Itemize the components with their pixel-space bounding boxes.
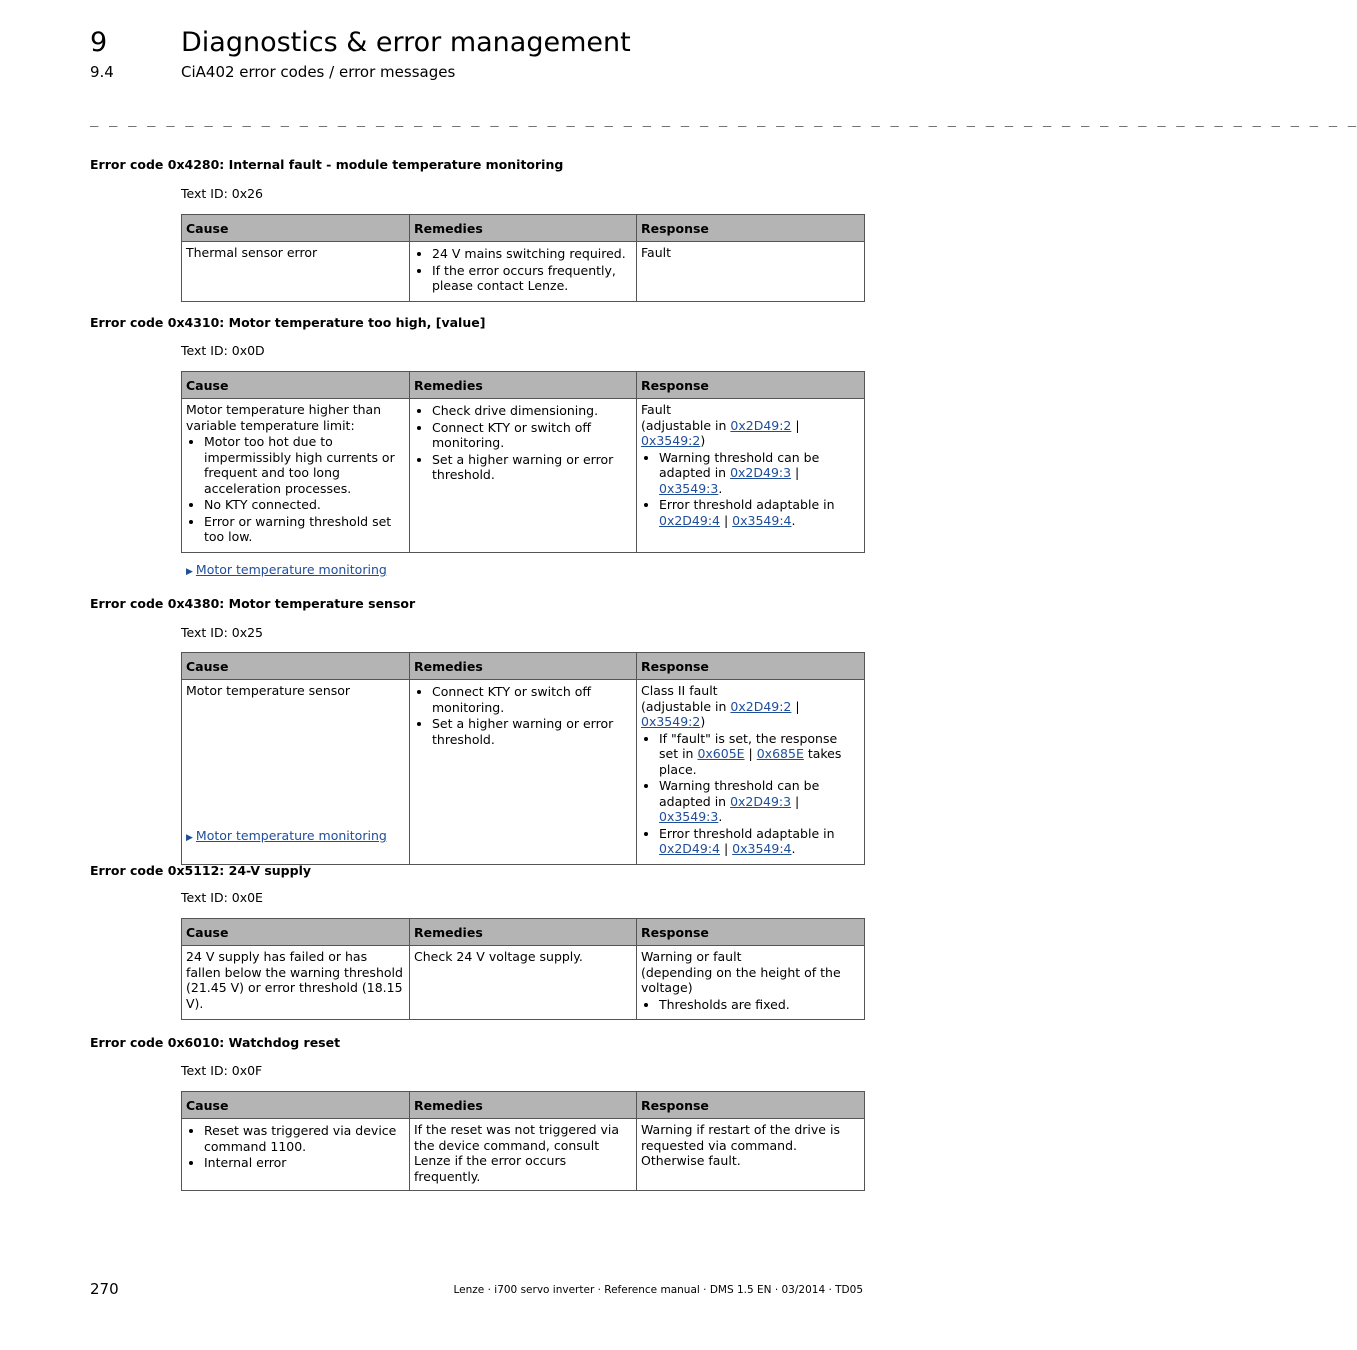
response-cell bbox=[637, 680, 865, 865]
link-0x2D49-2[interactable]: 0x2D49:2 bbox=[730, 417, 792, 433]
link-0x3549-4[interactable]: 0x3549:4 bbox=[732, 512, 792, 528]
list-item: • If the error occurs frequently, please contact Lenze. bbox=[432, 263, 632, 294]
response-cell: Warning if restart of the drive is requested via command. Otherwise fault. bbox=[637, 1119, 865, 1191]
col-header-cause: Cause bbox=[182, 372, 410, 399]
text-id-0x4380: Text ID: 0x25 bbox=[181, 625, 264, 640]
table-header-row bbox=[182, 919, 865, 946]
error-heading-0x4310: Error code 0x4310: Motor temperature too high, [value] bbox=[90, 315, 486, 330]
link-0x3549-2[interactable]: 0x3549:2 bbox=[641, 714, 701, 729]
col-header-cause: Cause bbox=[182, 919, 410, 946]
link-0x2D49-2[interactable]: 0x2D49:2 bbox=[730, 698, 792, 714]
see-also-link-0x4310[interactable] bbox=[186, 562, 387, 580]
cause-list bbox=[186, 434, 405, 545]
response-cell bbox=[637, 399, 865, 553]
response-list bbox=[641, 450, 860, 529]
table-row bbox=[182, 946, 865, 1020]
warning-suffix: . bbox=[718, 809, 723, 824]
list-item bbox=[659, 497, 860, 528]
col-header-response: Response bbox=[637, 919, 865, 946]
arrow-right-icon: ▶ bbox=[186, 567, 193, 577]
link-0x3549-2[interactable]: 0x3549:2 bbox=[641, 433, 701, 448]
link-0x2D49-4[interactable]: 0x2D49:4 bbox=[659, 512, 720, 528]
cause-list bbox=[186, 1123, 405, 1171]
section-title: CiA402 error codes / error messages bbox=[181, 63, 456, 81]
col-header-remedies: Remedies bbox=[410, 372, 637, 399]
error-table-0x4280 bbox=[181, 214, 865, 302]
col-header-response: Response bbox=[637, 1092, 865, 1119]
response-list bbox=[641, 997, 860, 1013]
link-0x605E[interactable]: 0x605E bbox=[697, 746, 745, 761]
response-title: Warning or fault bbox=[641, 949, 742, 964]
remedies-cell: Check 24 V voltage supply. bbox=[410, 946, 637, 1020]
col-header-cause: Cause bbox=[182, 215, 410, 242]
link-0x685E[interactable]: 0x685E bbox=[756, 746, 804, 761]
text-id-0x4310: Text ID: 0x0D bbox=[181, 343, 265, 358]
cause-intro: Motor temperature higher than variable temperature limit: bbox=[186, 402, 382, 433]
error-threshold-suffix: . bbox=[791, 841, 796, 856]
table-row bbox=[182, 399, 865, 553]
error-threshold-text: Error threshold adaptable in bbox=[659, 825, 835, 841]
cause-cell: Thermal sensor error bbox=[182, 242, 410, 302]
link-0x2D49-3[interactable]: 0x2D49:3 bbox=[730, 793, 792, 809]
col-header-remedies: Remedies bbox=[410, 653, 637, 680]
link-separator: | bbox=[720, 512, 733, 528]
motor-temperature-monitoring-link[interactable]: Motor temperature monitoring bbox=[195, 828, 387, 843]
list-item: • Reset was triggered via device command 1100. bbox=[204, 1123, 405, 1154]
error-heading-0x5112: Error code 0x5112: 24-V supply bbox=[90, 863, 312, 878]
response-adjustable bbox=[641, 699, 860, 730]
list-item: • Set a higher warning or error threshold. bbox=[432, 452, 632, 483]
col-header-response: Response bbox=[637, 653, 865, 680]
table-header-row bbox=[182, 215, 865, 242]
link-separator: | bbox=[791, 417, 800, 433]
table-header-row bbox=[182, 1092, 865, 1119]
table-header-row bbox=[182, 653, 865, 680]
footer-doc-info: Lenze · i700 servo inverter · Reference manual · DMS 1.5 EN · 03/2014 · TD05 bbox=[453, 1284, 863, 1296]
col-header-remedies: Remedies bbox=[410, 1092, 637, 1119]
adjustable-prefix: (adjustable in bbox=[641, 698, 731, 714]
warning-suffix: . bbox=[718, 480, 723, 496]
error-heading-0x6010: Error code 0x6010: Watchdog reset bbox=[90, 1035, 341, 1050]
chapter-number: 9 bbox=[90, 27, 108, 58]
fault-suffix: takes place. bbox=[659, 746, 842, 777]
table-row bbox=[182, 1119, 865, 1191]
cause-cell: 24 V supply has failed or has fallen below the warning threshold (21.45 V) or error threshold (18.15 V). bbox=[182, 946, 410, 1020]
section-number: 9.4 bbox=[90, 63, 114, 81]
error-heading-0x4380: Error code 0x4380: Motor temperature sensor bbox=[90, 596, 416, 611]
remedies-list bbox=[414, 684, 632, 747]
list-item bbox=[659, 778, 860, 825]
col-header-cause: Cause bbox=[182, 653, 410, 680]
remedies-cell bbox=[410, 242, 637, 302]
response-title: Class II fault bbox=[641, 683, 718, 698]
list-item bbox=[659, 826, 860, 857]
response-cell: Fault bbox=[637, 242, 865, 302]
link-0x3549-3[interactable]: 0x3549:3 bbox=[659, 809, 719, 824]
page-number: 270 bbox=[90, 1280, 119, 1298]
fault-text: If "fault" is set, the response set in bbox=[659, 730, 838, 761]
col-header-response: Response bbox=[637, 215, 865, 242]
error-heading-0x4280: Error code 0x4280: Internal fault - module temperature monitoring bbox=[90, 157, 564, 172]
list-item: • No KTY connected. bbox=[204, 497, 405, 513]
text-id-0x4280: Text ID: 0x26 bbox=[181, 186, 264, 201]
cause-cell: Motor temperature sensor bbox=[182, 680, 410, 865]
error-table-0x4310 bbox=[181, 371, 865, 553]
chapter-title: Diagnostics & error management bbox=[181, 27, 631, 58]
error-table-0x5112 bbox=[181, 918, 865, 1020]
response-adjustable bbox=[641, 418, 860, 449]
adjustable-suffix: ) bbox=[700, 433, 706, 448]
link-separator: | bbox=[791, 698, 800, 714]
link-0x2D49-3[interactable]: 0x2D49:3 bbox=[730, 465, 792, 480]
error-threshold-text: Error threshold adaptable in bbox=[659, 497, 835, 512]
list-item: • Connect KTY or switch off monitoring. bbox=[432, 684, 632, 715]
remedies-cell bbox=[410, 680, 637, 865]
link-0x3549-4[interactable]: 0x3549:4 bbox=[732, 841, 792, 856]
text-id-0x6010: Text ID: 0x0F bbox=[181, 1063, 263, 1078]
link-separator: | bbox=[720, 841, 733, 856]
link-separator: | bbox=[791, 793, 800, 809]
list-item: • Set a higher warning or error threshold. bbox=[432, 716, 632, 747]
remedies-cell bbox=[410, 399, 637, 553]
response-cell bbox=[637, 946, 865, 1020]
list-item: • 24 V mains switching required. bbox=[432, 246, 632, 262]
warning-text: Warning threshold can be adapted in bbox=[659, 778, 820, 809]
col-header-response: Response bbox=[637, 372, 865, 399]
col-header-remedies: Remedies bbox=[410, 919, 637, 946]
error-table-0x6010 bbox=[181, 1091, 865, 1191]
response-title: Fault bbox=[641, 402, 671, 417]
link-separator: | bbox=[744, 746, 757, 761]
see-also-link-0x4380[interactable] bbox=[186, 828, 387, 846]
warning-text: Warning threshold can be adapted in bbox=[659, 449, 820, 480]
cause-cell bbox=[182, 399, 410, 553]
col-header-cause: Cause bbox=[182, 1092, 410, 1119]
response-note: (depending on the height of the voltage) bbox=[641, 964, 841, 995]
list-item bbox=[659, 731, 860, 778]
arrow-right-icon: ▶ bbox=[186, 833, 193, 843]
text-id-0x5112: Text ID: 0x0E bbox=[181, 890, 263, 905]
cause-cell bbox=[182, 1119, 410, 1191]
list-item: • Error or warning threshold set too low. bbox=[204, 514, 405, 545]
error-threshold-suffix: . bbox=[791, 512, 796, 528]
list-item: • Motor too hot due to impermissibly high currents or frequent and too long acceleration processes. bbox=[204, 434, 405, 496]
list-item: • Connect KTY or switch off monitoring. bbox=[432, 420, 632, 451]
table-header-row bbox=[182, 372, 865, 399]
remedies-list bbox=[414, 403, 632, 483]
link-0x2D49-4[interactable]: 0x2D49:4 bbox=[659, 841, 720, 856]
list-item: • Internal error bbox=[204, 1155, 405, 1171]
remedies-cell: If the reset was not triggered via the device command, consult Lenze if the error occurs frequently. bbox=[410, 1119, 637, 1191]
adjustable-suffix: ) bbox=[700, 714, 706, 729]
col-header-remedies: Remedies bbox=[410, 215, 637, 242]
list-item: • Check drive dimensioning. bbox=[432, 403, 632, 419]
link-0x3549-3[interactable]: 0x3549:3 bbox=[659, 480, 719, 496]
table-row bbox=[182, 242, 865, 302]
response-list bbox=[641, 731, 860, 857]
list-item bbox=[659, 450, 860, 497]
header-separator: _ _ _ _ _ _ _ _ _ _ _ _ _ _ _ _ _ _ _ _ _ _ _ _ _ _ _ _ _ _ _ _ _ _ _ _ _ _ _ _ _ _ _ _ _ _ _ _ _ _ _ _ _ _ _ _ _ _ _ _ _ _ _ _ _ _ _ bbox=[90, 111, 1357, 127]
motor-temperature-monitoring-link[interactable]: Motor temperature monitoring bbox=[195, 562, 387, 577]
link-separator: | bbox=[791, 465, 800, 480]
adjustable-prefix: (adjustable in bbox=[641, 417, 731, 433]
list-item: • Thresholds are fixed. bbox=[659, 997, 860, 1013]
remedies-list bbox=[414, 246, 632, 294]
